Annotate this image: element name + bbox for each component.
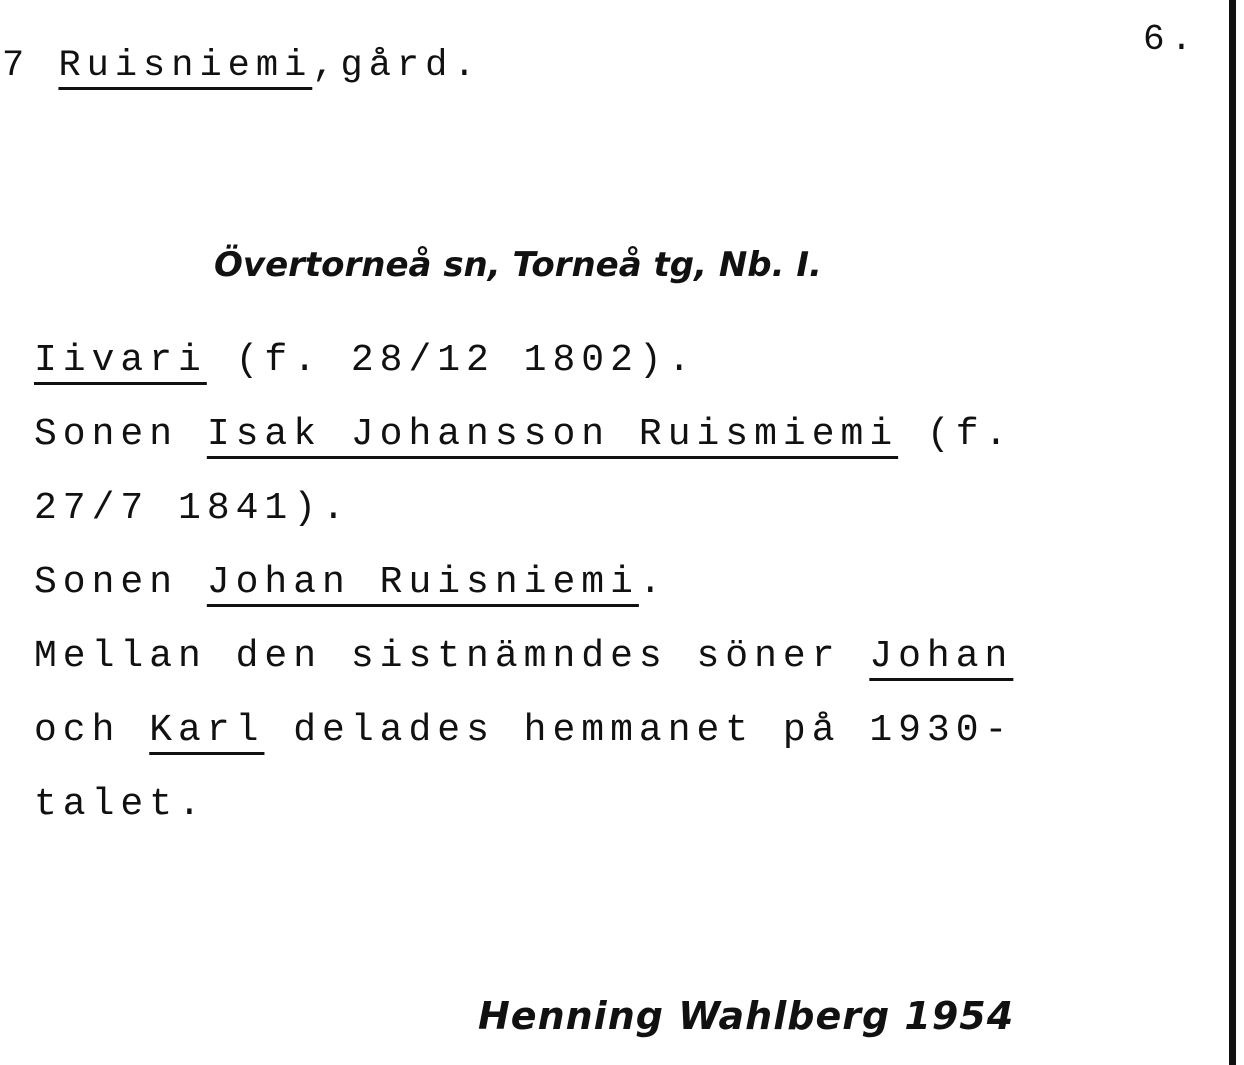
person-name-karl: Karl: [149, 709, 265, 752]
line-2-prefix: Sonen: [34, 413, 207, 456]
text-line-4: [34, 561, 668, 604]
entry-number: 7: [2, 45, 31, 87]
place-type: ,gård.: [312, 45, 482, 87]
card-right-border: [1229, 0, 1236, 1065]
text-line-7: talet.: [34, 783, 207, 826]
text-line-3: 27/7 1841).: [34, 487, 351, 530]
line-4-prefix: Sonen: [34, 561, 207, 604]
person-name-iivari: Iivari: [34, 339, 207, 382]
entry-heading: [2, 45, 482, 87]
line-6-rest: delades hemmanet på 1930-: [264, 709, 1014, 752]
line-6-prefix: och: [34, 709, 150, 752]
person-name-johan: Johan: [869, 635, 1014, 678]
signature: Henning Wahlberg 1954: [478, 994, 1015, 1038]
line-4-rest: .: [638, 561, 668, 604]
card-number: 6.: [1143, 19, 1199, 60]
text-line-1: [34, 339, 697, 382]
text-line-5: [34, 635, 1014, 678]
parish-line: Övertorneå sn, Torneå tg, Nb. I.: [214, 245, 822, 285]
line-5-prefix: Mellan den sistnämndes söner: [34, 635, 870, 678]
person-name-johan-ruisniemi: Johan Ruisniemi: [206, 561, 639, 604]
person-name-isak: Isak Johansson Ruismiemi: [206, 413, 899, 456]
text-line-2: [34, 413, 1014, 456]
line-2-rest: (f.: [898, 413, 1014, 456]
text-line-6: [34, 709, 1014, 752]
line-1-rest: (f. 28/12 1802).: [206, 339, 697, 382]
place-name: Ruisniemi: [58, 45, 313, 87]
